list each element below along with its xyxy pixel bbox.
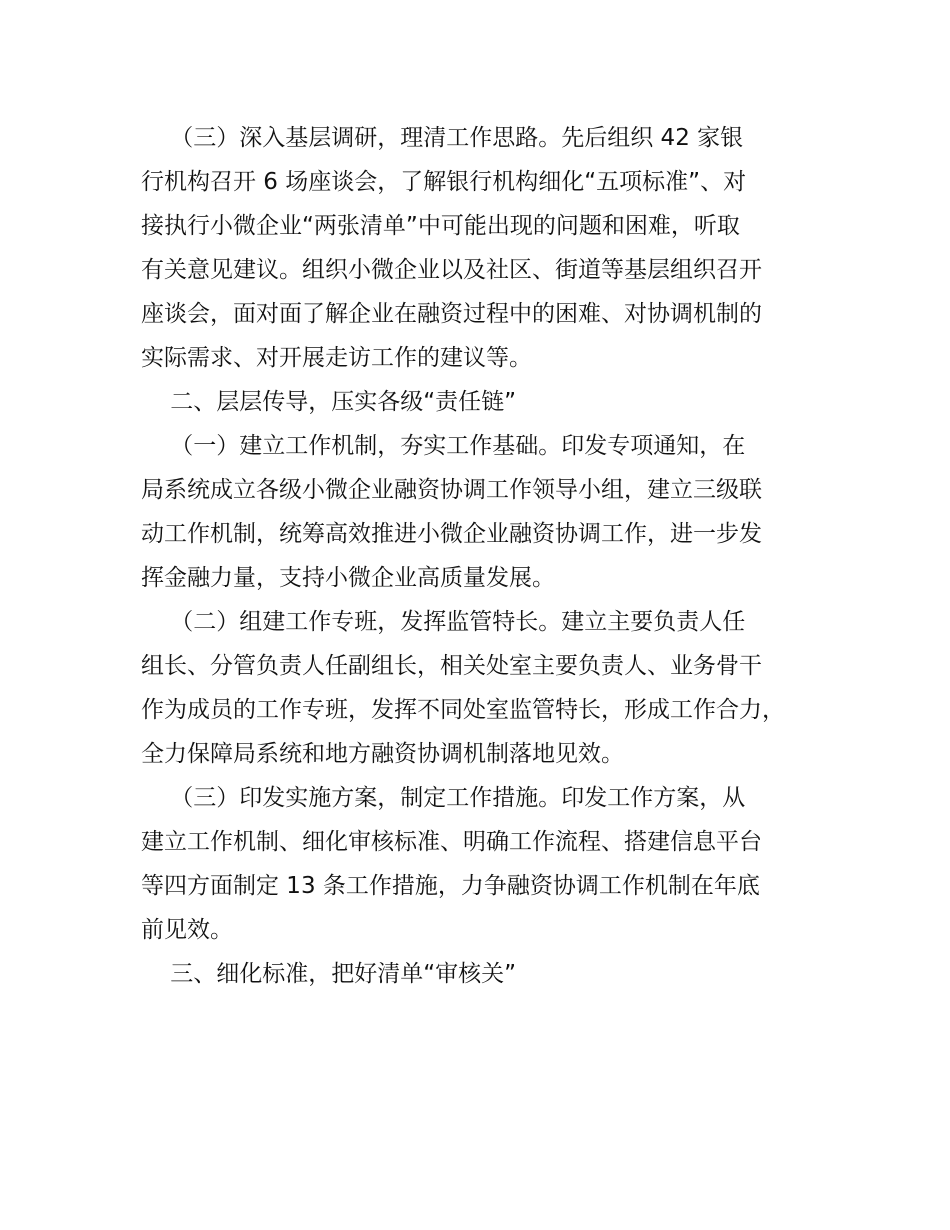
text-line: 行机构召开 6 场座谈会，了解银行机构细化“五项标准”、对: [141, 169, 747, 195]
section-heading-text: 三、细化标准，把好清单“审核关”: [141, 961, 517, 987]
text-line: （三）深入基层调研，理清工作思路。先后组织 42 家银: [141, 125, 744, 151]
text-line: （三）印发实施方案，制定工作措施。印发工作方案，从: [141, 785, 746, 811]
text-line: 实际需求、对开展走访工作的建议等。: [141, 345, 532, 371]
text-line: 有关意见建议。组织小微企业以及社区、街道等基层组织召开: [141, 257, 762, 283]
text-line: 座谈会，面对面了解企业在融资过程中的困难、对协调机制的: [141, 301, 762, 327]
text-line: 前见效。: [141, 917, 233, 943]
paragraph-mechanism: [141, 424, 841, 600]
text-line: 作为成员的工作专班，发挥不同处室监管特长，形成工作合力，: [141, 697, 785, 723]
text-line: 建立工作机制、细化审核标准、明确工作流程、搭建信息平台: [141, 829, 762, 855]
paragraph-plan: [141, 776, 841, 952]
text-line: 全力保障局系统和地方融资协调机制落地见效。: [141, 741, 624, 767]
section-heading-2: [141, 380, 841, 424]
paragraph-research: [141, 116, 841, 380]
section-heading-text: 二、层层传导，压实各级“责任链”: [141, 389, 517, 415]
text-line: 组长、分管负责人任副组长，相关处室主要负责人、业务骨干: [141, 653, 762, 679]
text-line: （二）组建工作专班，发挥监管特长。建立主要负责人任: [141, 609, 746, 635]
text-line: 局系统成立各级小微企业融资协调工作领导小组，建立三级联: [141, 477, 762, 503]
text-line: 动工作机制，统筹高效推进小微企业融资协调工作，进一步发: [141, 521, 762, 547]
text-line: 等四方面制定 13 条工作措施，力争融资协调工作机制在年底: [141, 873, 760, 899]
text-line: 接执行小微企业“两张清单”中可能出现的问题和困难，听取: [141, 213, 740, 239]
text-line: （一）建立工作机制，夯实工作基础。印发专项通知，在: [141, 433, 746, 459]
text-line: 挥金融力量，支持小微企业高质量发展。: [141, 565, 555, 591]
document-body: [141, 116, 841, 996]
section-heading-3: [141, 952, 841, 996]
paragraph-task-force: [141, 600, 841, 776]
